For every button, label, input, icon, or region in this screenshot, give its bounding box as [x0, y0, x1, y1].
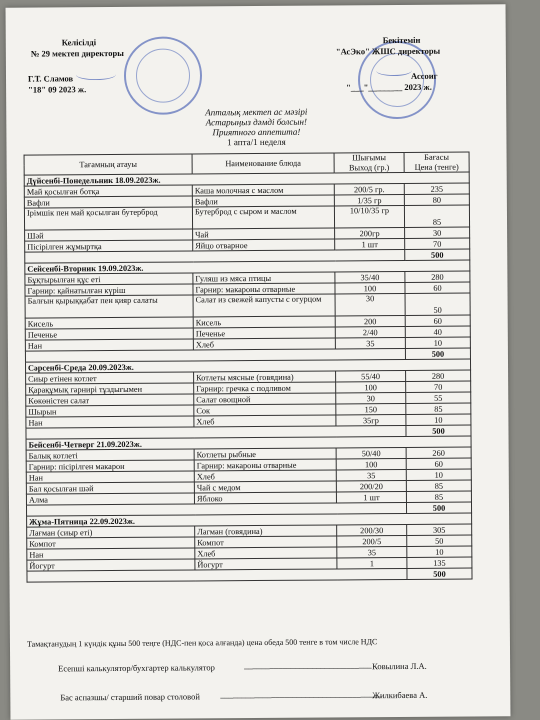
- col-header-ru: Наименование блюда: [192, 153, 334, 174]
- dish-name-ru: Лагман (говядина): [195, 525, 337, 537]
- dish-price: 10: [406, 414, 471, 425]
- dish-price: 235: [404, 183, 469, 194]
- dish-name-ru: Каша молочная с маслом: [192, 184, 334, 196]
- dish-yield: 100: [336, 381, 406, 392]
- dish-name-ru: Яйцо отварное: [193, 239, 335, 251]
- col-header-price-kz: Бағасы: [404, 152, 469, 162]
- menu-document: [6, 4, 511, 719]
- dish-price: 85: [404, 205, 469, 227]
- col-header-yield-ru: Выход (гр.): [334, 162, 404, 172]
- dish-yield: 35гр: [336, 414, 406, 425]
- dish-name-ru: Гарнир: макароны отварные: [193, 283, 335, 295]
- dish-name-ru: Яблоко: [194, 492, 336, 504]
- day-title: Сәрсенбі-Среда 20.09.2023ж.: [25, 359, 470, 373]
- dish-yield: 1 шт: [335, 238, 405, 249]
- dish-name-ru: Компот: [195, 536, 337, 548]
- dish-name-kz: Бал қосылған шәй: [26, 482, 194, 494]
- dish-name-ru: Чай с медом: [194, 481, 336, 493]
- dish-yield: 200гр: [335, 227, 405, 238]
- dish-name-ru: Кисель: [193, 316, 335, 328]
- dish-name-kz: Нан: [26, 471, 194, 483]
- dish-price: 30: [405, 227, 470, 238]
- dish-name-ru: Гарнир: гречка с подливом: [194, 382, 336, 394]
- dish-name-ru: Котлеты мясные (говядина): [194, 371, 336, 383]
- day-total: 500: [405, 348, 470, 359]
- right-date: "___"________ 2023 ж.: [346, 81, 432, 93]
- dish-yield: 2/40: [335, 326, 405, 337]
- dish-name-ru: Вафли: [192, 195, 334, 207]
- dish-name-kz: Қарақұмық гарнирі тұздығымен: [26, 383, 194, 395]
- dish-yield: 200/5: [337, 535, 407, 546]
- dish-price: 55: [406, 392, 471, 403]
- week-label: 1 апта/1 неделя: [227, 136, 286, 148]
- left-signature: [76, 69, 116, 80]
- dish-price: 260: [406, 447, 471, 458]
- dish-yield: 35/40: [335, 271, 405, 282]
- day-total: 500: [405, 249, 470, 260]
- col-header-yield-kz: Шығымы: [334, 152, 404, 162]
- dish-name-ru: Салат из свежей капусты с огурцом: [193, 294, 335, 317]
- dish-price: 85: [406, 491, 471, 502]
- col-header-kz: Тағамның атауы: [24, 154, 192, 175]
- dish-name-ru: Котлеты рыбные: [194, 448, 336, 460]
- footer-note: Тамақтанудың 1 күндік құны 500 теңге (НДС-пен қоса алғанда) цена обеда 500 тенге в том числе НДС: [26, 637, 378, 649]
- day-total: 500: [407, 568, 472, 579]
- left-agree-label: Келісілді: [61, 37, 97, 48]
- dish-name-kz: Шәй: [25, 229, 193, 241]
- day-title: Дүйсенбі-Понедельник 18.09.2023ж.: [24, 172, 469, 186]
- dish-name-kz: Кисель: [25, 317, 193, 329]
- dish-yield: 55/40: [336, 370, 406, 381]
- dish-name-kz: Балық котлеті: [26, 449, 194, 461]
- menu-row: [24, 205, 469, 230]
- dish-name-kz: Ірімшік пен май қосылған бутерброд: [24, 207, 192, 230]
- dish-yield: 1: [337, 557, 407, 568]
- menu-table: [24, 152, 473, 583]
- dish-price: 60: [406, 458, 471, 469]
- dish-price: 10: [405, 337, 470, 348]
- dish-name-ru: Хлеб: [193, 338, 335, 350]
- dish-name-kz: Йогурт: [27, 559, 195, 571]
- chef-name: Жилкибаева А.: [372, 689, 428, 701]
- dish-price: 40: [405, 326, 470, 337]
- school-seal-stamp: [124, 36, 203, 115]
- chef-role: Бас аспазшы/ старший повар столовой: [60, 691, 200, 703]
- dish-name-ru: Чай: [193, 228, 335, 240]
- dish-price: 85: [406, 480, 471, 491]
- dish-yield: 35: [337, 546, 407, 557]
- day-total: 500: [406, 425, 471, 436]
- dish-yield: 200/30: [337, 524, 407, 535]
- dish-price: 60: [405, 315, 470, 326]
- dish-name-kz: Нан: [26, 416, 194, 428]
- dish-price: 80: [404, 194, 469, 205]
- dish-name-kz: Нан: [25, 339, 193, 351]
- dish-name-ru: Йогурт: [195, 558, 337, 570]
- dish-name-kz: Гарнир: қайнатылған күріш: [25, 284, 193, 296]
- dish-yield: 10/10/35 гр: [334, 205, 404, 227]
- dish-name-kz: Май қосылған ботқа: [24, 185, 192, 197]
- dish-name-ru: Бутерброд с сыром и маслом: [192, 206, 334, 229]
- day-title: Бейсенбі-Четверг 21.09.2023ж.: [26, 436, 471, 450]
- dish-yield: 1/35 гр: [334, 194, 404, 205]
- dish-price: 50: [405, 293, 470, 315]
- dish-name-kz: Вафли: [24, 196, 192, 208]
- dish-price: 135: [407, 557, 472, 568]
- total-spacer: [27, 568, 407, 582]
- left-name: Г.Т. Сламов: [27, 73, 74, 84]
- dish-price: 70: [405, 238, 470, 249]
- dish-name-kz: Компот: [27, 537, 195, 549]
- dish-name-ru: Печенье: [193, 327, 335, 339]
- dish-name-kz: Лағман (сиыр еті): [27, 526, 195, 538]
- dish-name-kz: Нан: [27, 548, 195, 560]
- day-title: Жұма-Пятница 22.09.2023ж.: [27, 513, 472, 527]
- dish-price: 85: [406, 403, 471, 414]
- dish-yield: 200/5 гр.: [334, 183, 404, 194]
- dish-yield: 100: [335, 282, 405, 293]
- left-org-label: № 29 мектеп директоры: [30, 47, 124, 59]
- accountant-signature-line: ______________________________: [244, 659, 372, 671]
- dish-name-ru: Хлеб: [195, 547, 337, 559]
- dish-name-kz: Сиыр етінен котлет: [26, 372, 194, 384]
- accountant-name: Ковылина Л.А.: [372, 660, 427, 672]
- left-date: "18" 09 2023 ж.: [28, 84, 87, 95]
- menu-subtitle-ru: Приятного аппетита!: [212, 126, 301, 138]
- dish-yield: 50/40: [336, 447, 406, 458]
- chef-signature-line: ______________________________________: [220, 688, 382, 700]
- dish-price: 305: [407, 524, 472, 535]
- dish-yield: 150: [336, 403, 406, 414]
- dish-name-ru: Салат овощной: [194, 393, 336, 405]
- menu-row: [25, 293, 470, 318]
- dish-name-kz: Бұқтырылған құс еті: [25, 273, 193, 285]
- dish-price: 10: [407, 546, 472, 557]
- dish-price: 70: [406, 381, 471, 392]
- dish-yield: 30: [335, 293, 405, 315]
- dish-name-kz: Печенье: [25, 328, 193, 340]
- col-header-price-ru: Цена (тенге): [404, 162, 469, 172]
- dish-name-kz: Балғын қырыққабат пен қияр салаты: [25, 295, 193, 318]
- dish-name-ru: Хлеб: [194, 415, 336, 427]
- dish-name-kz: Алма: [26, 493, 194, 505]
- dish-price: 10: [406, 469, 471, 480]
- dish-name-ru: Гарнир: макароны отварные: [194, 459, 336, 471]
- dish-yield: 100: [336, 458, 406, 469]
- dish-yield: 35: [335, 337, 405, 348]
- dish-yield: 1 шт: [336, 491, 406, 502]
- dish-name-kz: Шырын: [26, 405, 194, 417]
- dish-name-ru: Гуляш из мяса птицы: [193, 272, 335, 284]
- dish-name-kz: Гарнир: пісірілген макарон: [26, 460, 194, 472]
- dish-price: 60: [405, 282, 470, 293]
- dish-yield: 35: [336, 469, 406, 480]
- right-org-label: "АсЭко" ЖШС директоры: [335, 45, 441, 57]
- dish-name-kz: Пісірілген жұмыртқа: [25, 240, 193, 252]
- menu-subtitle-kz: Астарыңыз дәмді болсын!: [205, 116, 307, 128]
- right-name: Ассоиг: [410, 70, 438, 81]
- dish-name-kz: Көкөністен салат: [26, 394, 194, 406]
- dish-price: 280: [405, 271, 470, 282]
- day-total-row: [27, 568, 472, 582]
- day-title: Сейсенбі-Вторник 19.09.2023ж.: [25, 260, 470, 274]
- dish-price: 280: [406, 370, 471, 381]
- dish-name-ru: Сок: [194, 404, 336, 416]
- day-total: 500: [406, 502, 471, 513]
- accountant-role: Есепші калькулятор/бухгартер калькулятор: [58, 662, 215, 674]
- dish-name-ru: Хлеб: [194, 470, 336, 482]
- menu-title-kz: Апталық мектеп ас мәзірі: [205, 106, 308, 118]
- dish-yield: 200/20: [336, 480, 406, 491]
- right-agree-label: Бекітемін: [382, 34, 421, 46]
- dish-price: 50: [407, 535, 472, 546]
- dish-yield: 30: [336, 392, 406, 403]
- dish-yield: 200: [335, 315, 405, 326]
